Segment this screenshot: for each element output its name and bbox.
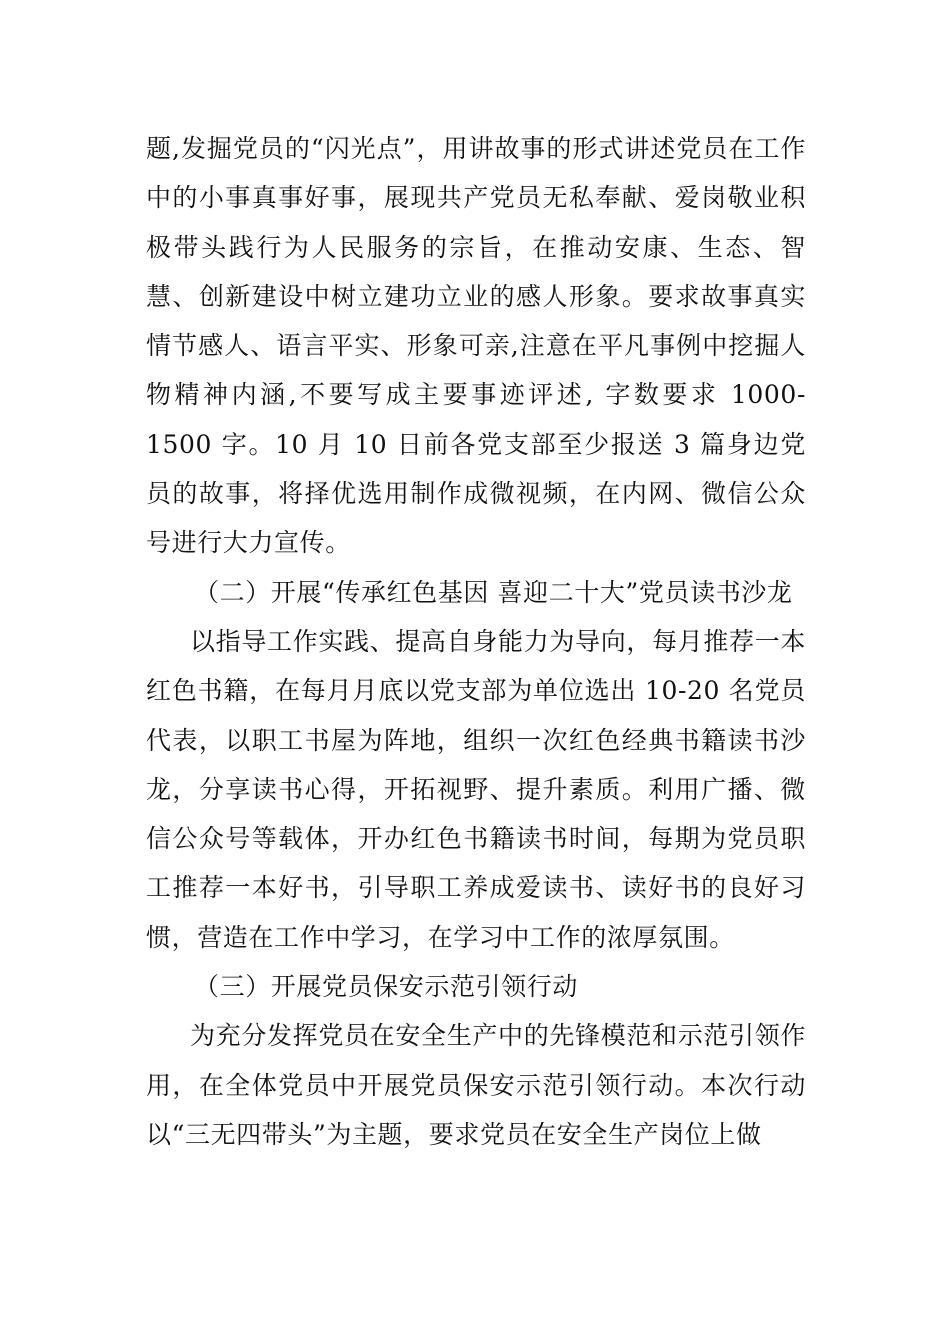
body-paragraph-continued: 题,发掘党员的“闪光点”，用讲故事的形式讲述党员在工作中的小事真事好事，展现共产党员无私奉献、爱岗敬业积极带头践行为人民服务的宗旨，在推动安康、生态、智慧、创新建设中树立建功立业的感人形象。要求故事真实情节感人、语言平实、形象可亲,注意在平凡事例中挖掘人物精神内涵,不要写成主要事迹评述, 字数要求 1000-1500 字。10 月 10 日前各党支部至少报送 3 篇身边党员的故事，将择优选用制作成微视频，在内网、微信公众号进行大力宣传。 <box>146 134 806 558</box>
section-heading-safety-action: （三）开展党员保安示范引领行动 <box>194 972 579 1002</box>
body-paragraph-safety-action: 为充分发挥党员在安全生产中的先锋模范和示范引领作用，在全体党员中开展党员保安示范引领行动。本次行动以“三无四带头”为主题，要求党员在安全生产岗位上做 <box>146 1021 806 1149</box>
body-paragraph-reading-salon: 以指导工作实践、提高自身能力为导向，每月推荐一本红色书籍，在每月月底以党支部为单位选出 10-20 名党员代表，以职工书屋为阵地，组织一次红色经典书籍读书沙龙，分享读书心得，开拓视野、提升素质。利用广播、微信公众号等载体，开办红色书籍读书时间，每期为党员职工推荐一本好书，引导职工养成爱读书、读好书的良好习惯，营造在工作中学习，在学习中工作的浓厚氛围。 <box>146 626 806 952</box>
document-page <box>146 124 806 1159</box>
section-heading-reading-salon: （二）开展“传承红色基因 喜迎二十大”党员读书沙龙 <box>194 577 793 607</box>
